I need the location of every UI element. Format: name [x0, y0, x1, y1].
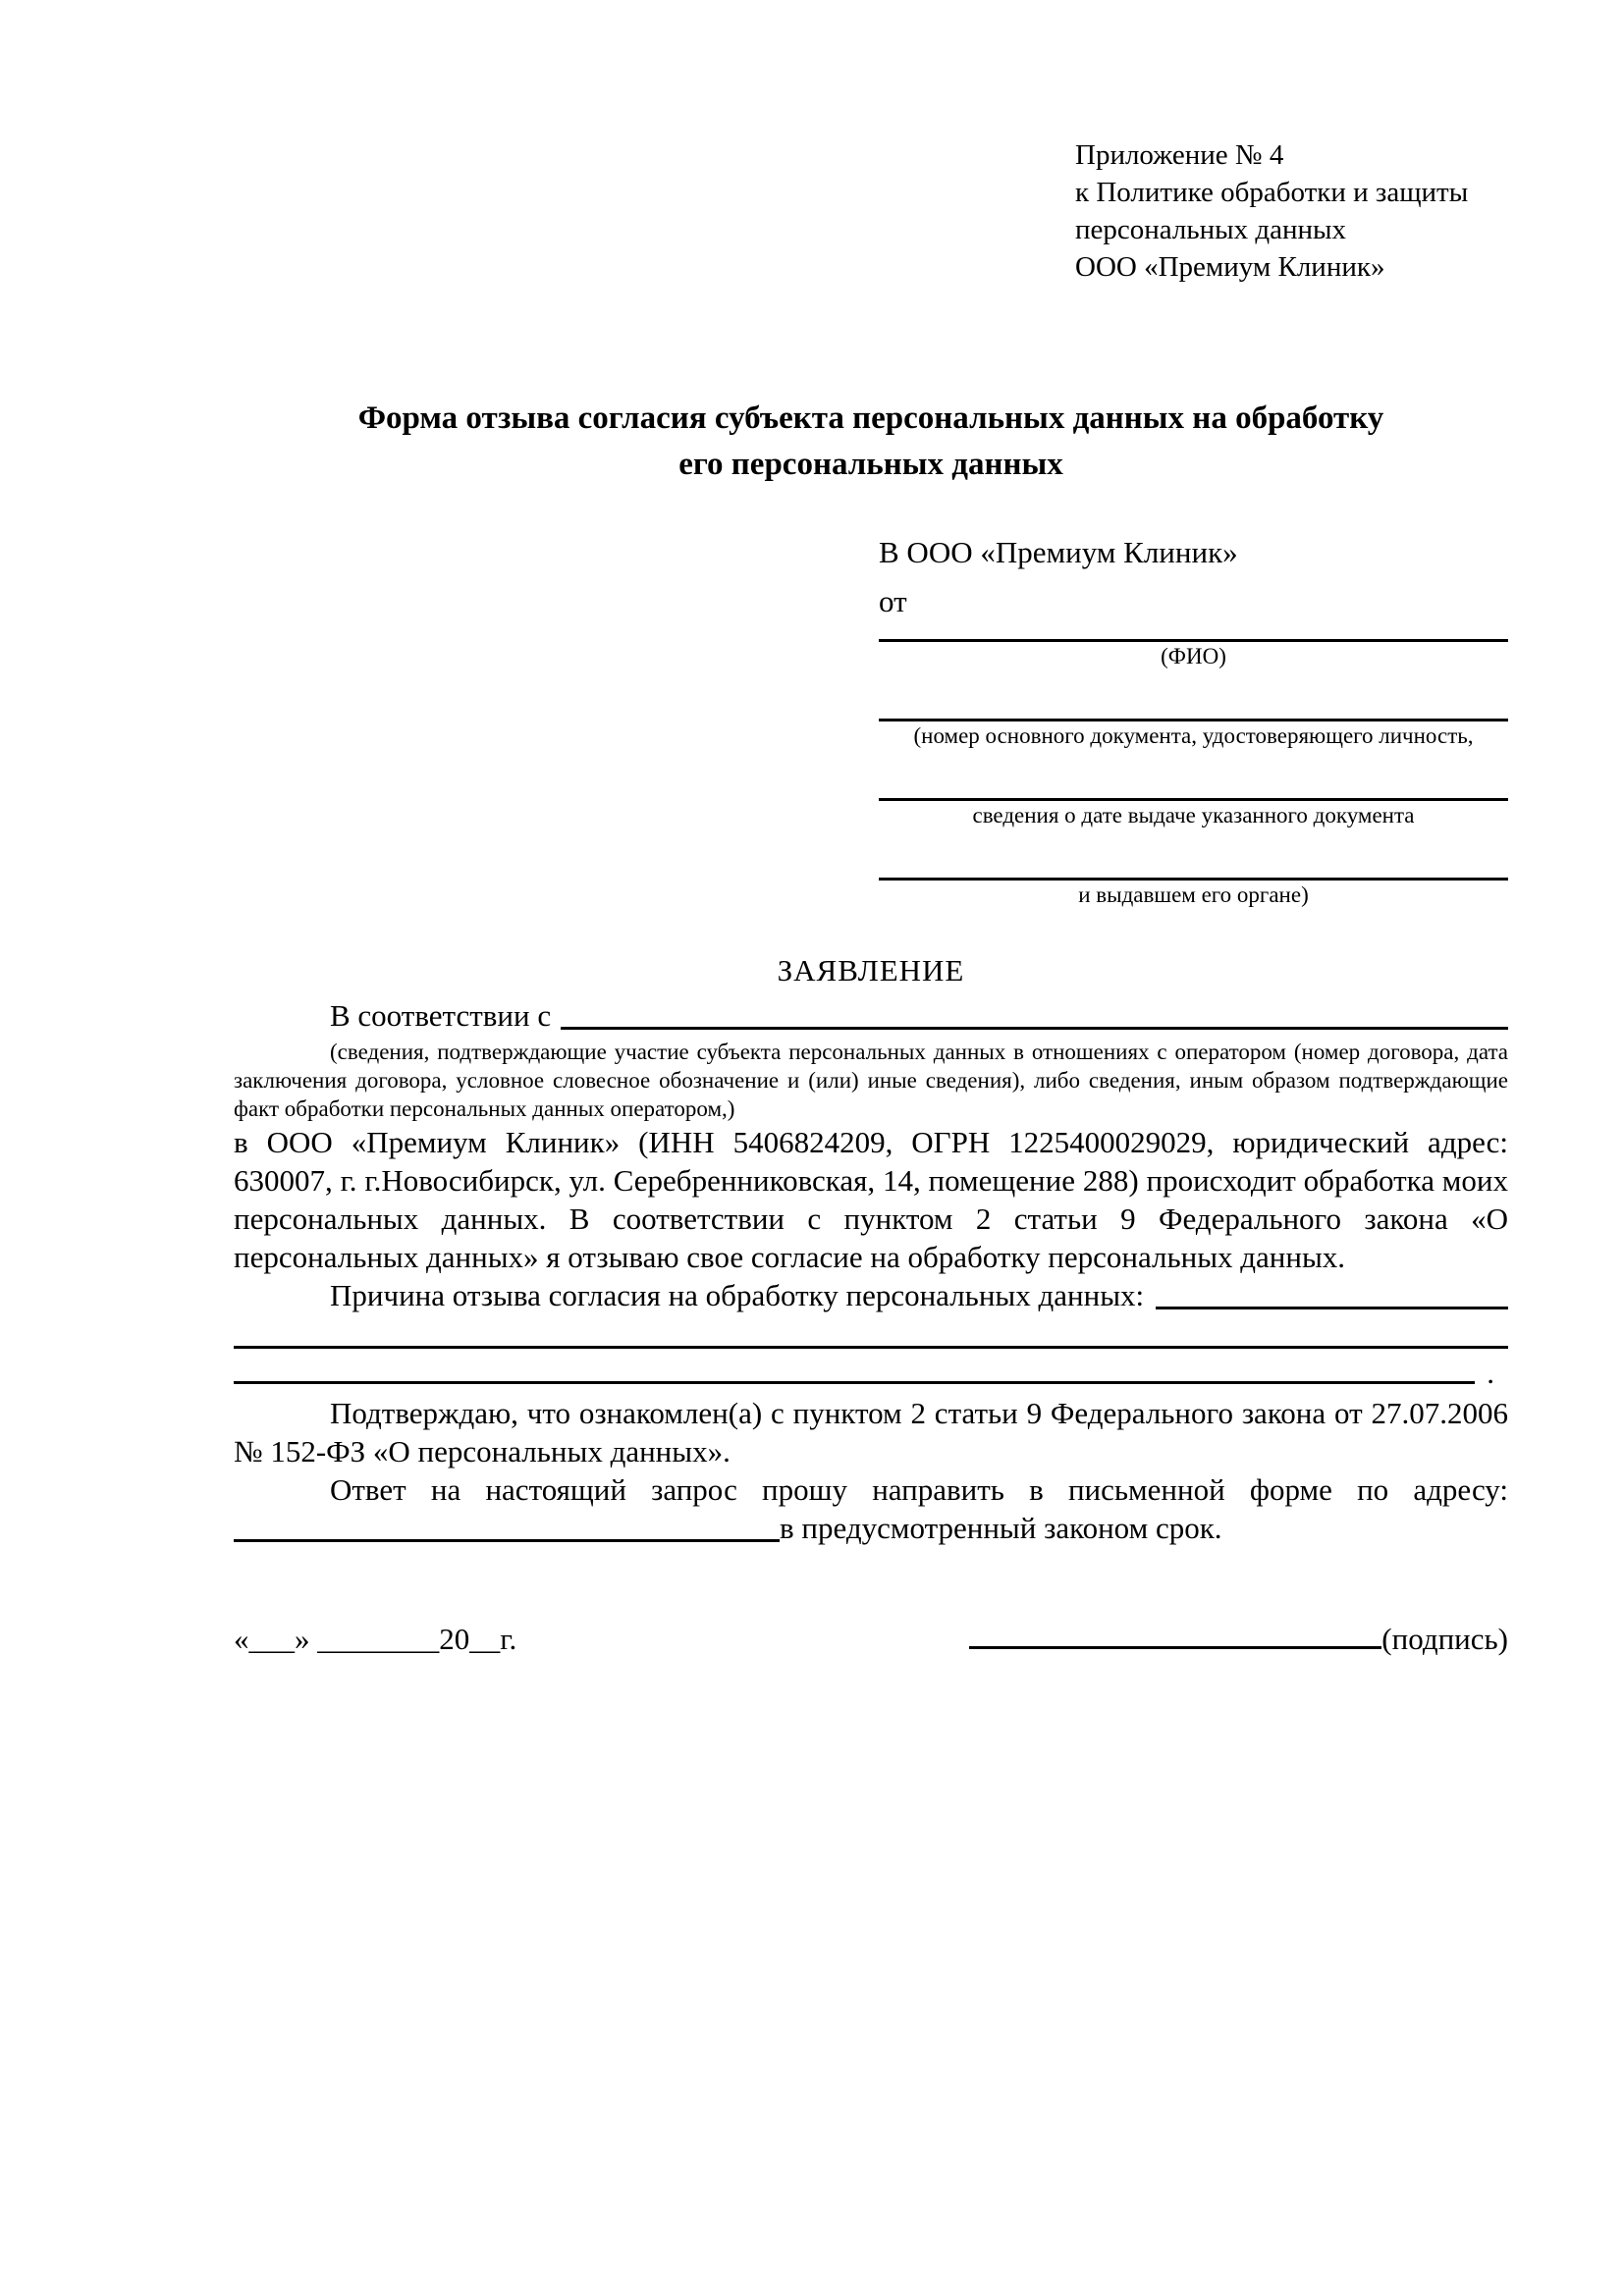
form-title-line: его персональных данных: [678, 447, 1063, 482]
appendix-header-line: к Политике обработки и защиты: [1075, 177, 1469, 208]
basis-fine-print: (сведения, подтверждающие участие субъекта персональных данных в отношениях с оператором (номер договора, дата заключения договора, условное словесное обозначение и (или) иные сведения), либо сведения, иным образом подтверждающие факт обработки персональных данных оператором,): [234, 1040, 1508, 1121]
fio-field-line[interactable]: [879, 627, 1508, 642]
basis-prefix: В соответствии с: [330, 998, 552, 1033]
confirmation-paragraph: Подтверждаю, что ознакомлен(а) с пунктом 2 статьи 9 Федерального закона от 27.07.2006 № 152-ФЗ «О персональных данных».: [234, 1396, 1508, 1468]
document-number-field: [879, 707, 1508, 751]
from-label: от: [879, 584, 907, 618]
issuing-authority-field-line[interactable]: [879, 866, 1508, 881]
answer-request-line: Ответ на настоящий запрос прошу направить в письменной форме по адресу:: [330, 1472, 1508, 1507]
reason-field-line[interactable]: [1156, 1276, 1508, 1309]
address-field-line[interactable]: [234, 1509, 780, 1542]
issue-date-field-caption: сведения о дате выдаче указанного документа: [972, 803, 1415, 828]
reason-row: [234, 1276, 1508, 1314]
reason-terminator: .: [1487, 1356, 1494, 1390]
date-signature-row: [234, 1620, 1508, 1659]
form-title-line: Форма отзыва согласия субъекта персональных данных на обработку: [357, 400, 1384, 436]
appendix-header-line: персональных данных: [1075, 214, 1347, 245]
issue-date-field: [879, 786, 1508, 830]
main-paragraph: в ООО «Премиум Клиник» (ИНН 5406824209, ОГРН 1225400029029, юридический адрес: 630007, г. г.Новосибирск, ул. Серебренниковская, 14, помещение 288) происходит обработка моих персональных данных. В соответствии с пунктом 2 статьи 9 Федерального закона «О персональных данных» я отзываю свое согласие на обработку персональных данных.: [234, 1125, 1508, 1274]
document-number-field-caption: (номер основного документа, удостоверяющего личность,: [913, 723, 1474, 748]
form-title: [234, 396, 1508, 488]
reason-continuation-line-2[interactable]: [234, 1356, 1494, 1390]
document-number-field-line[interactable]: [879, 707, 1508, 721]
appendix-header: [1075, 136, 1508, 286]
basis-row: [234, 996, 1508, 1036]
date-field[interactable]: «___» ________20__г.: [234, 1622, 517, 1656]
answer-tail: в предусмотренный законом срок.: [780, 1511, 1222, 1545]
basis-field-line[interactable]: [561, 996, 1508, 1030]
signature-caption: (подпись): [1381, 1622, 1508, 1656]
fio-field: [879, 627, 1508, 671]
answer-address-row: [234, 1509, 1508, 1547]
recipient-organization: В ООО «Премиум Клиник»: [879, 535, 1238, 569]
reason-label: Причина отзыва согласия на обработку персональных данных:: [330, 1278, 1145, 1312]
appendix-header-line: Приложение № 4: [1075, 139, 1284, 171]
signature-field-line[interactable]: [969, 1646, 1381, 1649]
issue-date-field-line[interactable]: [879, 786, 1508, 801]
signature-group: [969, 1620, 1508, 1659]
issuing-authority-field-caption: и выдавшем его органе): [1078, 882, 1309, 907]
statement-heading: ЗАЯВЛЕНИЕ: [777, 953, 965, 988]
reason-continuation-line-1[interactable]: [234, 1346, 1508, 1349]
recipient-block: [879, 533, 1508, 910]
fio-field-caption: (ФИО): [1161, 644, 1226, 668]
appendix-header-line: ООО «Премиум Клиник»: [1075, 251, 1385, 283]
issuing-authority-field: [879, 866, 1508, 910]
